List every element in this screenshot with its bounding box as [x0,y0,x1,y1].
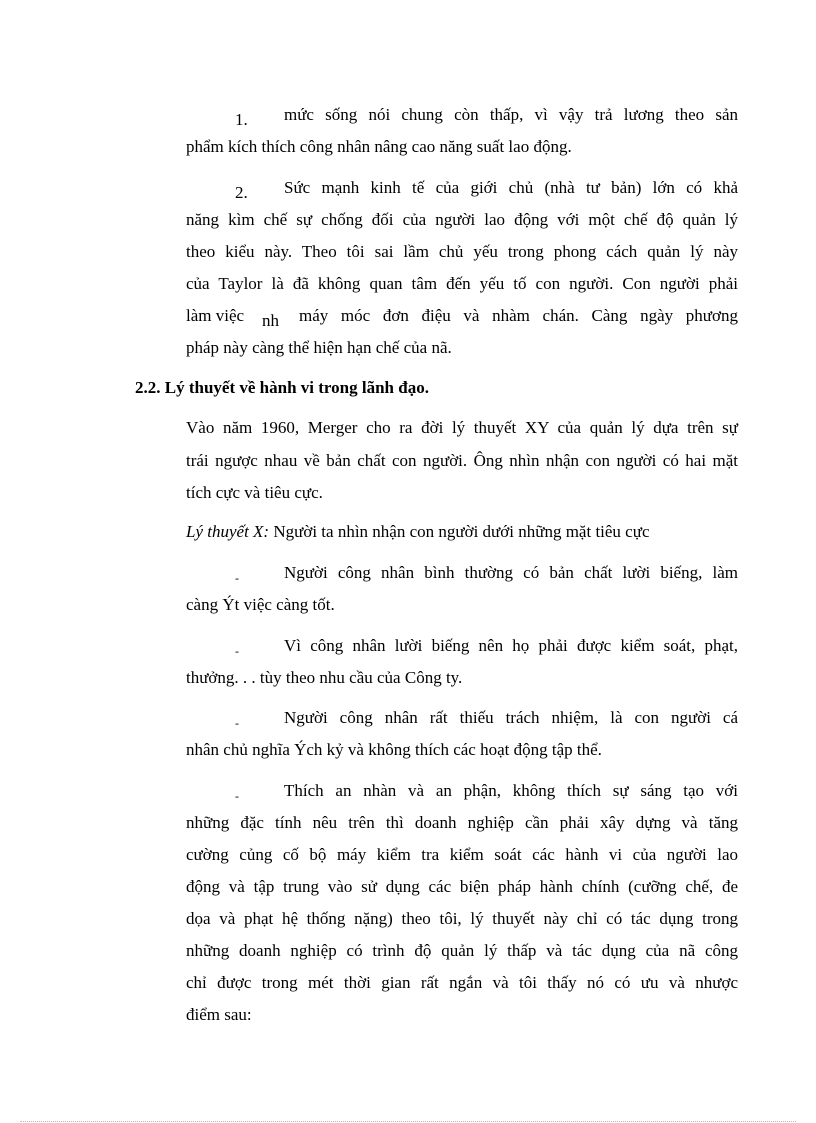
theory-x-text: Người ta nhìn nhận con người dưới những mặt tiêu cực [273,522,650,541]
intro-line-1: Vào năm 1960, Merger cho ra đời lý thuyết XY của quản lý dựa trên sự [186,418,738,437]
item-2-line-5-sub: nh [262,311,279,330]
bullet-3-line-1: Người công nhân rất thiếu trách nhiệm, là con người cá [284,708,738,727]
item-2-line-5-prefix: làm việc [186,306,245,325]
bullet-1-line-2: càng Ýt việc càng tốt. [186,595,335,614]
bullet-1-line-1: Người công nhân bình thường có bản chất lười biếng, làm [284,563,738,582]
item-2-line-3: theo kiểu này. Theo tôi sai lầm chủ yếu trong phong cách quản lý này [186,242,738,261]
item-2-line-5: máy móc đơn điệu và nhàm chán. Càng ngày phương [299,306,738,325]
bullet-4-marker: - [235,789,239,803]
item-2-line-6: pháp này càng thể hiện hạn chế của nã. [186,338,452,357]
intro-line-3: tích cực và tiêu cực. [186,483,323,502]
bullet-3-marker: - [235,716,239,730]
item-2-line-2: năng kìm chế sự chống đối của người lao động với một chế độ quản lý [186,210,738,229]
bullet-2-line-2: thưởng. . . tùy theo nhu cầu của Công ty. [186,668,463,687]
bullet-2-marker: - [235,644,239,658]
page-bottom-rule [20,1121,796,1122]
bullet-4-line-5: dọa và phạt hệ thống nặng) theo tôi, lý thuyết này chỉ có tác dụng trong [186,909,738,928]
bullet-2-line-1: Vì công nhân lười biếng nên họ phải được kiểm soát, phạt, [284,636,738,655]
bullet-4-line-8: điểm sau: [186,1005,252,1024]
item-1-number: 1. [235,110,248,129]
bullet-4-line-4: động và tập trung vào sử dụng các biện pháp hành chính (cưỡng chế, đe [186,877,738,896]
bullet-3-line-2: nhân chủ nghĩa Ých kỷ và không thích các hoạt động tập thể. [186,740,602,759]
item-1-line-2: phẩm kích thích công nhân nâng cao năng suất lao động. [186,137,572,156]
bullet-4-line-1: Thích an nhàn và an phận, không thích sự sáng tạo với [284,781,738,800]
item-2-line-4: của Taylor là đã không quan tâm đến yếu tố con người. Con người phải [186,274,738,293]
bullet-4-line-7: chỉ được trong mét thời gian rất ngắn và tôi thấy nó có ưu và nhược [186,973,738,992]
item-1-line-1: mức sống nói chung còn thấp, vì vậy trả lương theo sản [284,105,738,124]
bullet-4-line-2: những đặc tính nêu trên thì doanh nghiệp cần phải xây dựng và tăng [186,813,738,832]
bullet-1-marker: - [235,571,239,585]
theory-x-label: Lý thuyết X: [186,522,270,541]
intro-line-2: trái ngược nhau về bản chất con người. Ông nhìn nhận con người có hai mặt [186,451,738,470]
section-heading: 2.2. Lý thuyết về hành vi trong lãnh đạo. [135,378,429,397]
theory-x-line [186,521,650,543]
bullet-4-line-6: những doanh nghiệp có trình độ quản lý thấp và tác dụng của nã công [186,941,738,960]
bullet-4-line-3: cường củng cố bộ máy kiểm tra kiểm soát các hành vi của người lao [186,845,738,864]
item-2-line-1: Sức mạnh kinh tế của giới chủ (nhà tư bản) lớn có khả [284,178,738,197]
item-2-number: 2. [235,183,248,202]
